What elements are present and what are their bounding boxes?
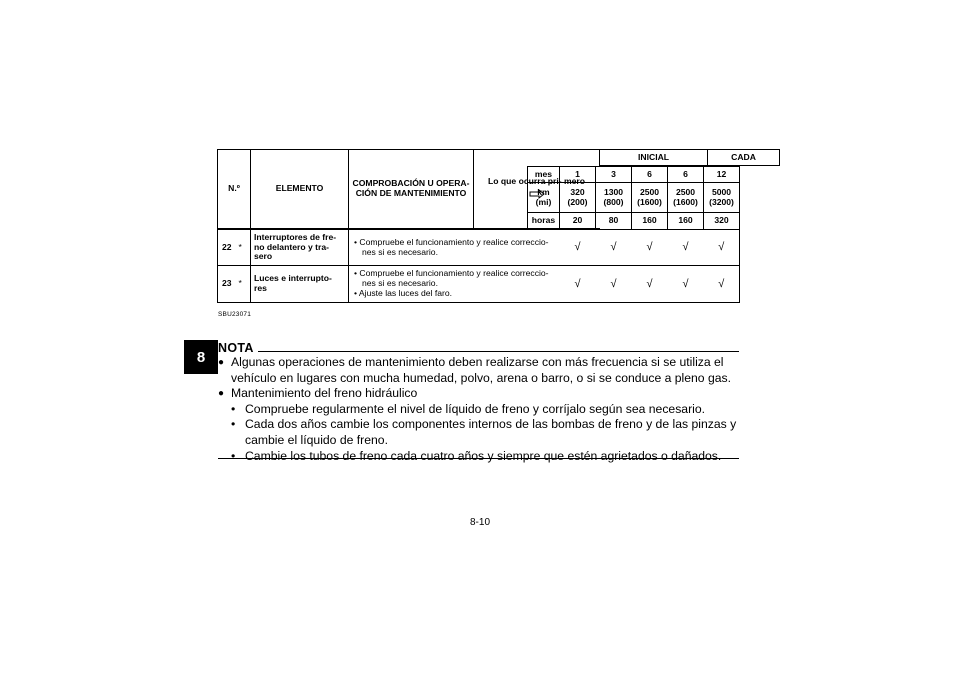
check-mark: √ [668,266,704,303]
header-no: N.º [218,150,251,229]
check-item: • Compruebe el funcionamiento y realice correccio- nes si es necesario. [354,236,549,257]
check-item: • Compruebe el funcionamiento y realice correccio- nes si es necesario. [354,268,549,289]
row-star: * [238,230,251,266]
list-item [218,386,741,402]
month-5: 12 [704,167,740,183]
row-number: 22 [218,230,238,266]
nota-body [218,355,741,464]
maintenance-rows [217,229,740,303]
nota-heading: NOTA [218,341,254,355]
header-check: COMPROBACIÓN U OPERA- CIÓN DE MANTENIMIENTO [349,150,474,229]
row-check [349,230,560,266]
month-3: 6 [632,167,668,183]
km-2: 1300 (800) [596,183,632,213]
km-4: 2500 (1600) [668,183,704,213]
check-mark: √ [632,266,668,303]
row-star: * [238,266,251,303]
row-element: Interruptores de fre- no delantero y tra- sero [251,230,349,266]
month-1: 1 [560,167,596,183]
bullet-dot-icon: • [231,417,236,432]
check-mark: √ [596,230,632,266]
sub-list-item [218,449,741,465]
list-item-text: Mantenimiento del freno hidráulico [231,386,418,401]
maintenance-schedule-grid [527,166,740,230]
header-row [218,150,780,166]
list-item [218,355,741,386]
bullet-dot-icon: • [231,401,236,416]
row-number: 23 [218,266,238,303]
check-mark: √ [704,266,740,303]
sub-list-item-text: Compruebe regularmente el nivel de líquido de freno y corríjalo según sea necesario. [245,401,706,416]
hours-3: 160 [632,213,668,230]
section-tab: 8 [184,340,218,374]
header-first: Lo que ocurra pri- mero [474,150,600,229]
hours-5: 320 [704,213,740,230]
page-number: 8-10 [469,517,490,528]
row-check [349,266,560,303]
table-row [218,266,740,303]
sub-list-item-text: Cambie los tubos de freno cada cuatro años y siempre que estén agrietados o dañados. [245,448,722,463]
nota-divider-bottom [218,458,739,459]
hours-4: 160 [668,213,704,230]
label-hours: horas [528,213,560,230]
check-mark: √ [596,266,632,303]
month-2: 3 [596,167,632,183]
sub-list-item-text: Cada dos años cambie los componentes internos de las bombas de freno y de las pinzas y cambie el líquido de freno. [245,417,737,447]
bullet-circle-icon: ● [218,357,225,368]
check-mark: √ [704,230,740,266]
row-element: Luces e interrupto- res [251,266,349,303]
bullet-circle-icon: ● [218,388,225,400]
header-initial: INICIAL [600,150,708,166]
sub-list-item [218,402,741,418]
table-row [218,230,740,266]
label-month: mes [528,167,560,183]
sub-list-item [218,417,741,448]
check-mark: √ [560,266,596,303]
check-mark: √ [668,230,704,266]
bullet-dot-icon: • [231,448,236,463]
hours-2: 80 [596,213,632,230]
month-4: 6 [668,167,704,183]
nota-divider-top [258,351,739,352]
reference-code: SBU23071 [218,311,252,318]
list-item-text: Algunas operaciones de mantenimiento deben realizarse con más frecuencia si se utiliza el vehículo en lugares con mucha humedad, polvo, arena o barro, o si se conduce a pleno gas. [231,355,732,385]
hours-1: 20 [560,213,596,230]
check-mark: √ [632,230,668,266]
km-3: 2500 (1600) [632,183,668,213]
label-km: km (mi) [528,183,560,213]
km-1: 320 (200) [560,183,596,213]
check-item: • Ajuste las luces del faro. [354,287,453,298]
header-element: ELEMENTO [251,150,349,229]
header-every: CADA [708,150,780,166]
check-mark: √ [560,230,596,266]
km-5: 5000 (3200) [704,183,740,213]
